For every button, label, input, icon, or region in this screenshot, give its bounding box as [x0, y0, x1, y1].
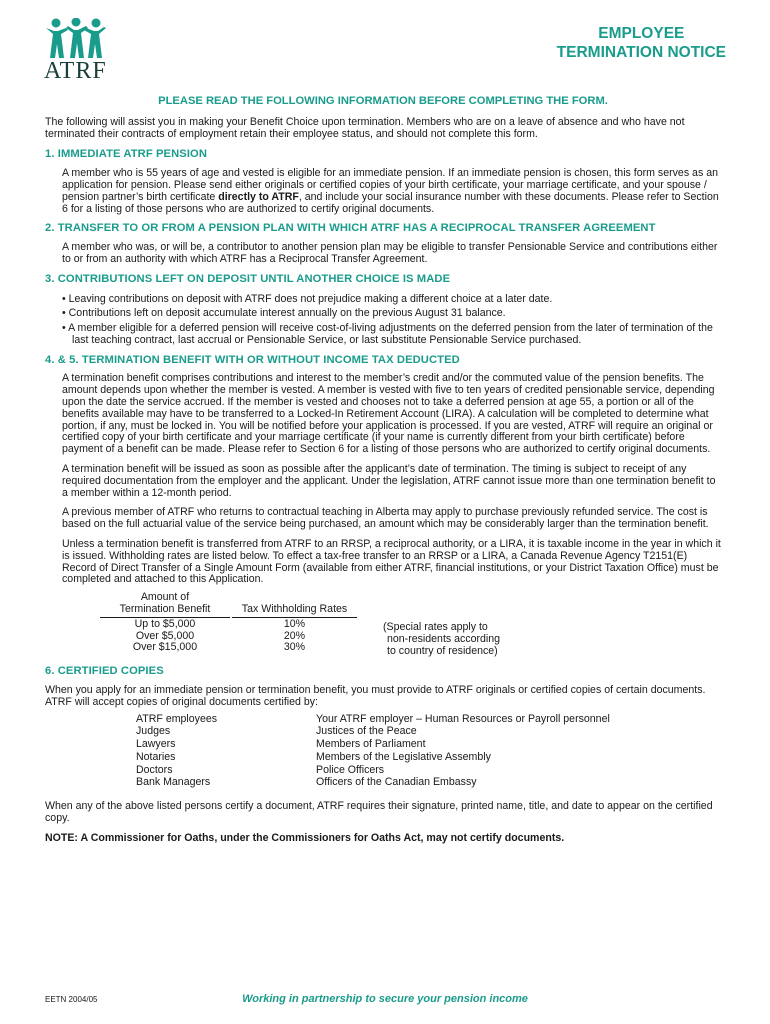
certifier-item: Police Officers — [316, 763, 385, 776]
certifier-item: Notaries — [136, 750, 176, 763]
certifier-item: Your ATRF employer – Human Resources or Payroll personnel — [316, 712, 610, 725]
section-4-5 — [45, 355, 721, 657]
amount-cell: Up to $5,000 — [134, 617, 196, 630]
section-3 — [45, 274, 721, 347]
logo-wordmark: ATRF — [44, 58, 107, 84]
rate-header: Tax Withholding Rates — [232, 604, 357, 618]
note-line-1: (Special rates apply to — [383, 621, 488, 634]
amount-column — [100, 592, 230, 654]
section-2-text: A member who was, or will be, a contributor to another pension plan may be eligible to transfer Pensionable Service and contributions either to or from an authority with which ATRF has a Reciprocal Transfer Agreement. — [62, 241, 718, 265]
certifier-item: Members of Parliament — [316, 738, 426, 751]
amount-header-line-2: Termination Benefit — [100, 604, 230, 618]
section-6 — [45, 666, 721, 845]
footer-tagline: Working in partnership to secure your pension income — [242, 993, 528, 1005]
section-2-heading: 2. TRANSFER TO OR FROM A PENSION PLAN WITH WHICH ATRF HAS A RECIPROCAL TRANSFER AGREEMENT — [45, 222, 656, 235]
section-6-heading: 6. CERTIFIED COPIES — [45, 665, 164, 678]
section-4-5-heading: 4. & 5. TERMINATION BENEFIT WITH OR WITHOUT INCOME TAX DEDUCTED — [45, 353, 460, 366]
rate-cell: 20% — [283, 629, 306, 642]
intro-paragraph: The following will assist you in making your Benefit Choice upon termination. Members who are on a leave of absence and who have not terminated their contracts of employment retain their employee status, and should not complete this form. — [45, 115, 685, 140]
amount-header-line-1: Amount of — [140, 591, 190, 604]
read-first-notice: PLEASE READ THE FOLLOWING INFORMATION BEFORE COMPLETING THE FORM. — [158, 95, 608, 107]
rate-cell: 30% — [283, 641, 306, 654]
form-code: EETN 2004/05 — [45, 995, 98, 1004]
section-2 — [45, 223, 721, 265]
section-4-5-paragraph-4: Unless a termination benefit is transferred from ATRF to an RRSP, a reciprocal authority, or a LIRA, it is taxable income in the year in which it is issued. Withholding rates are listed below. To effect a tax-free transfer to an RRSP or a LIRA, a Canada Revenue Agency T2151(E) Record of Direct Transfer of a Single Amount Form (available from either ATRF, financial institutions, or your District Taxation Office) must be completed and attached to this Application. — [62, 537, 721, 586]
certifier-item: Justices of the Peace — [316, 725, 417, 738]
list-item: • Leaving contributions on deposit with ATRF does not prejudice making a different choice at a later date. — [62, 292, 553, 305]
section-1-text-b: , and include your social insurance number with these documents. Please refer to Section 6 for a listing of those persons who are authorized to certify original documents. — [62, 190, 719, 215]
section-3-heading: 3. CONTRIBUTIONS LEFT ON DEPOSIT UNTIL ANOTHER CHOICE IS MADE — [45, 272, 451, 285]
commissioner-note: NOTE: A Commissioner for Oaths, under the Commissioners for Oaths Act, may not certify documents. — [45, 831, 565, 844]
tax-withholding-table — [45, 592, 721, 656]
atrf-logo — [44, 18, 114, 85]
title-line-2: TERMINATION NOTICE — [556, 44, 726, 61]
section-4-5-paragraph-1: A termination benefit comprises contributions and interest to the member’s credit and/or the commuted value of the pension benefits. The amount depends upon whether the member is vested. A member is vested with five to ten years of credited pensionable service, depending upon the date the service accrued. If the member is vested and chooses not to take a deferred pension at age 55, a portion or all of the benefits available may have to be transferred to a Locked-In Retirement Account (LIRA). A calculation will be completed to determine what portion, if any, must be locked in. You will be notified before your application is processed. If you are vested, ATRF will require an original or certified copy of your birth certificate and your marriage certificate (if your name is currently different from your birth certificate) before payment of a benefit can be made. Please refer to Section 6 for a listing of those persons who are authorized to certify original documents. — [62, 372, 715, 456]
document-body — [45, 96, 721, 853]
note-line-3: to country of residence) — [387, 644, 498, 657]
section-4-5-paragraph-2: A termination benefit will be issued as soon as possible after the applicant’s date of termination. The timing is subject to receipt of any required documentation from the employer and the applicant. Under the legislation, ATRF cannot issue more than one termination benefit to a member within a 12-month period. — [62, 462, 716, 499]
certifier-item: Judges — [136, 725, 171, 738]
list-item: • A member eligible for a deferred pension will receive cost-of-living adjustments on the deferred pension from the later of termination of the last teaching contract, last accrual or Pensionable Service, or last substitute Pensionable Service purchased. — [62, 321, 713, 347]
section-1-text — [45, 168, 721, 215]
amount-cell: Over $15,000 — [132, 641, 198, 654]
amount-cell: Over $5,000 — [135, 629, 195, 642]
list-item: • Contributions left on deposit accumulate interest annually on the previous August 31 balance. — [62, 307, 506, 320]
section-4-5-paragraph-3: A previous member of ATRF who returns to contractual teaching in Alberta may apply to purchase previously refunded service. The cost is based on the full actuarial value of the service being purchased, an amount which may be considerably larger than the termination benefit. — [62, 506, 709, 531]
certifier-item: Members of the Legislative Assembly — [316, 750, 491, 763]
section-1-text-a: A member who is 55 years of age and vested is eligible for an immediate pension. If an immediate pension is chosen, this form serves as an application for pension. Please send either originals or certified copies of your birth certificate, your marriage certificate, and your spouse / pension partner’s birth certificate — [62, 167, 718, 203]
special-rates-note — [383, 622, 500, 657]
note-line-2: non-residents according — [387, 632, 501, 645]
certifier-item: ATRF employees — [136, 712, 218, 725]
certifier-item: Lawyers — [136, 738, 176, 751]
certifier-item: Doctors — [136, 763, 173, 776]
section-3-list — [45, 293, 721, 347]
certifier-list — [45, 713, 721, 790]
certifier-item: Officers of the Canadian Embassy — [316, 776, 477, 789]
section-1-text-bold: directly to ATRF — [218, 190, 299, 203]
section-1 — [45, 149, 721, 215]
section-6-after-text: When any of the above listed persons certify a document, ATRF requires their signature, printed name, title, and date to appear on the certified copy. — [45, 800, 713, 825]
section-6-text: When you apply for an immediate pension or termination benefit, you must provide to ATRF originals or certified copies of certain documents. ATRF will accept copies of original documents certified by: — [45, 683, 706, 708]
title-line-1: EMPLOYEE — [598, 25, 685, 42]
certifier-item: Bank Managers — [136, 776, 211, 789]
section-1-heading: 1. IMMEDIATE ATRF PENSION — [45, 148, 208, 161]
rate-cell: 10% — [283, 617, 306, 630]
page-title — [557, 24, 726, 62]
people-logo-icon — [44, 18, 108, 60]
rate-column — [232, 592, 357, 654]
